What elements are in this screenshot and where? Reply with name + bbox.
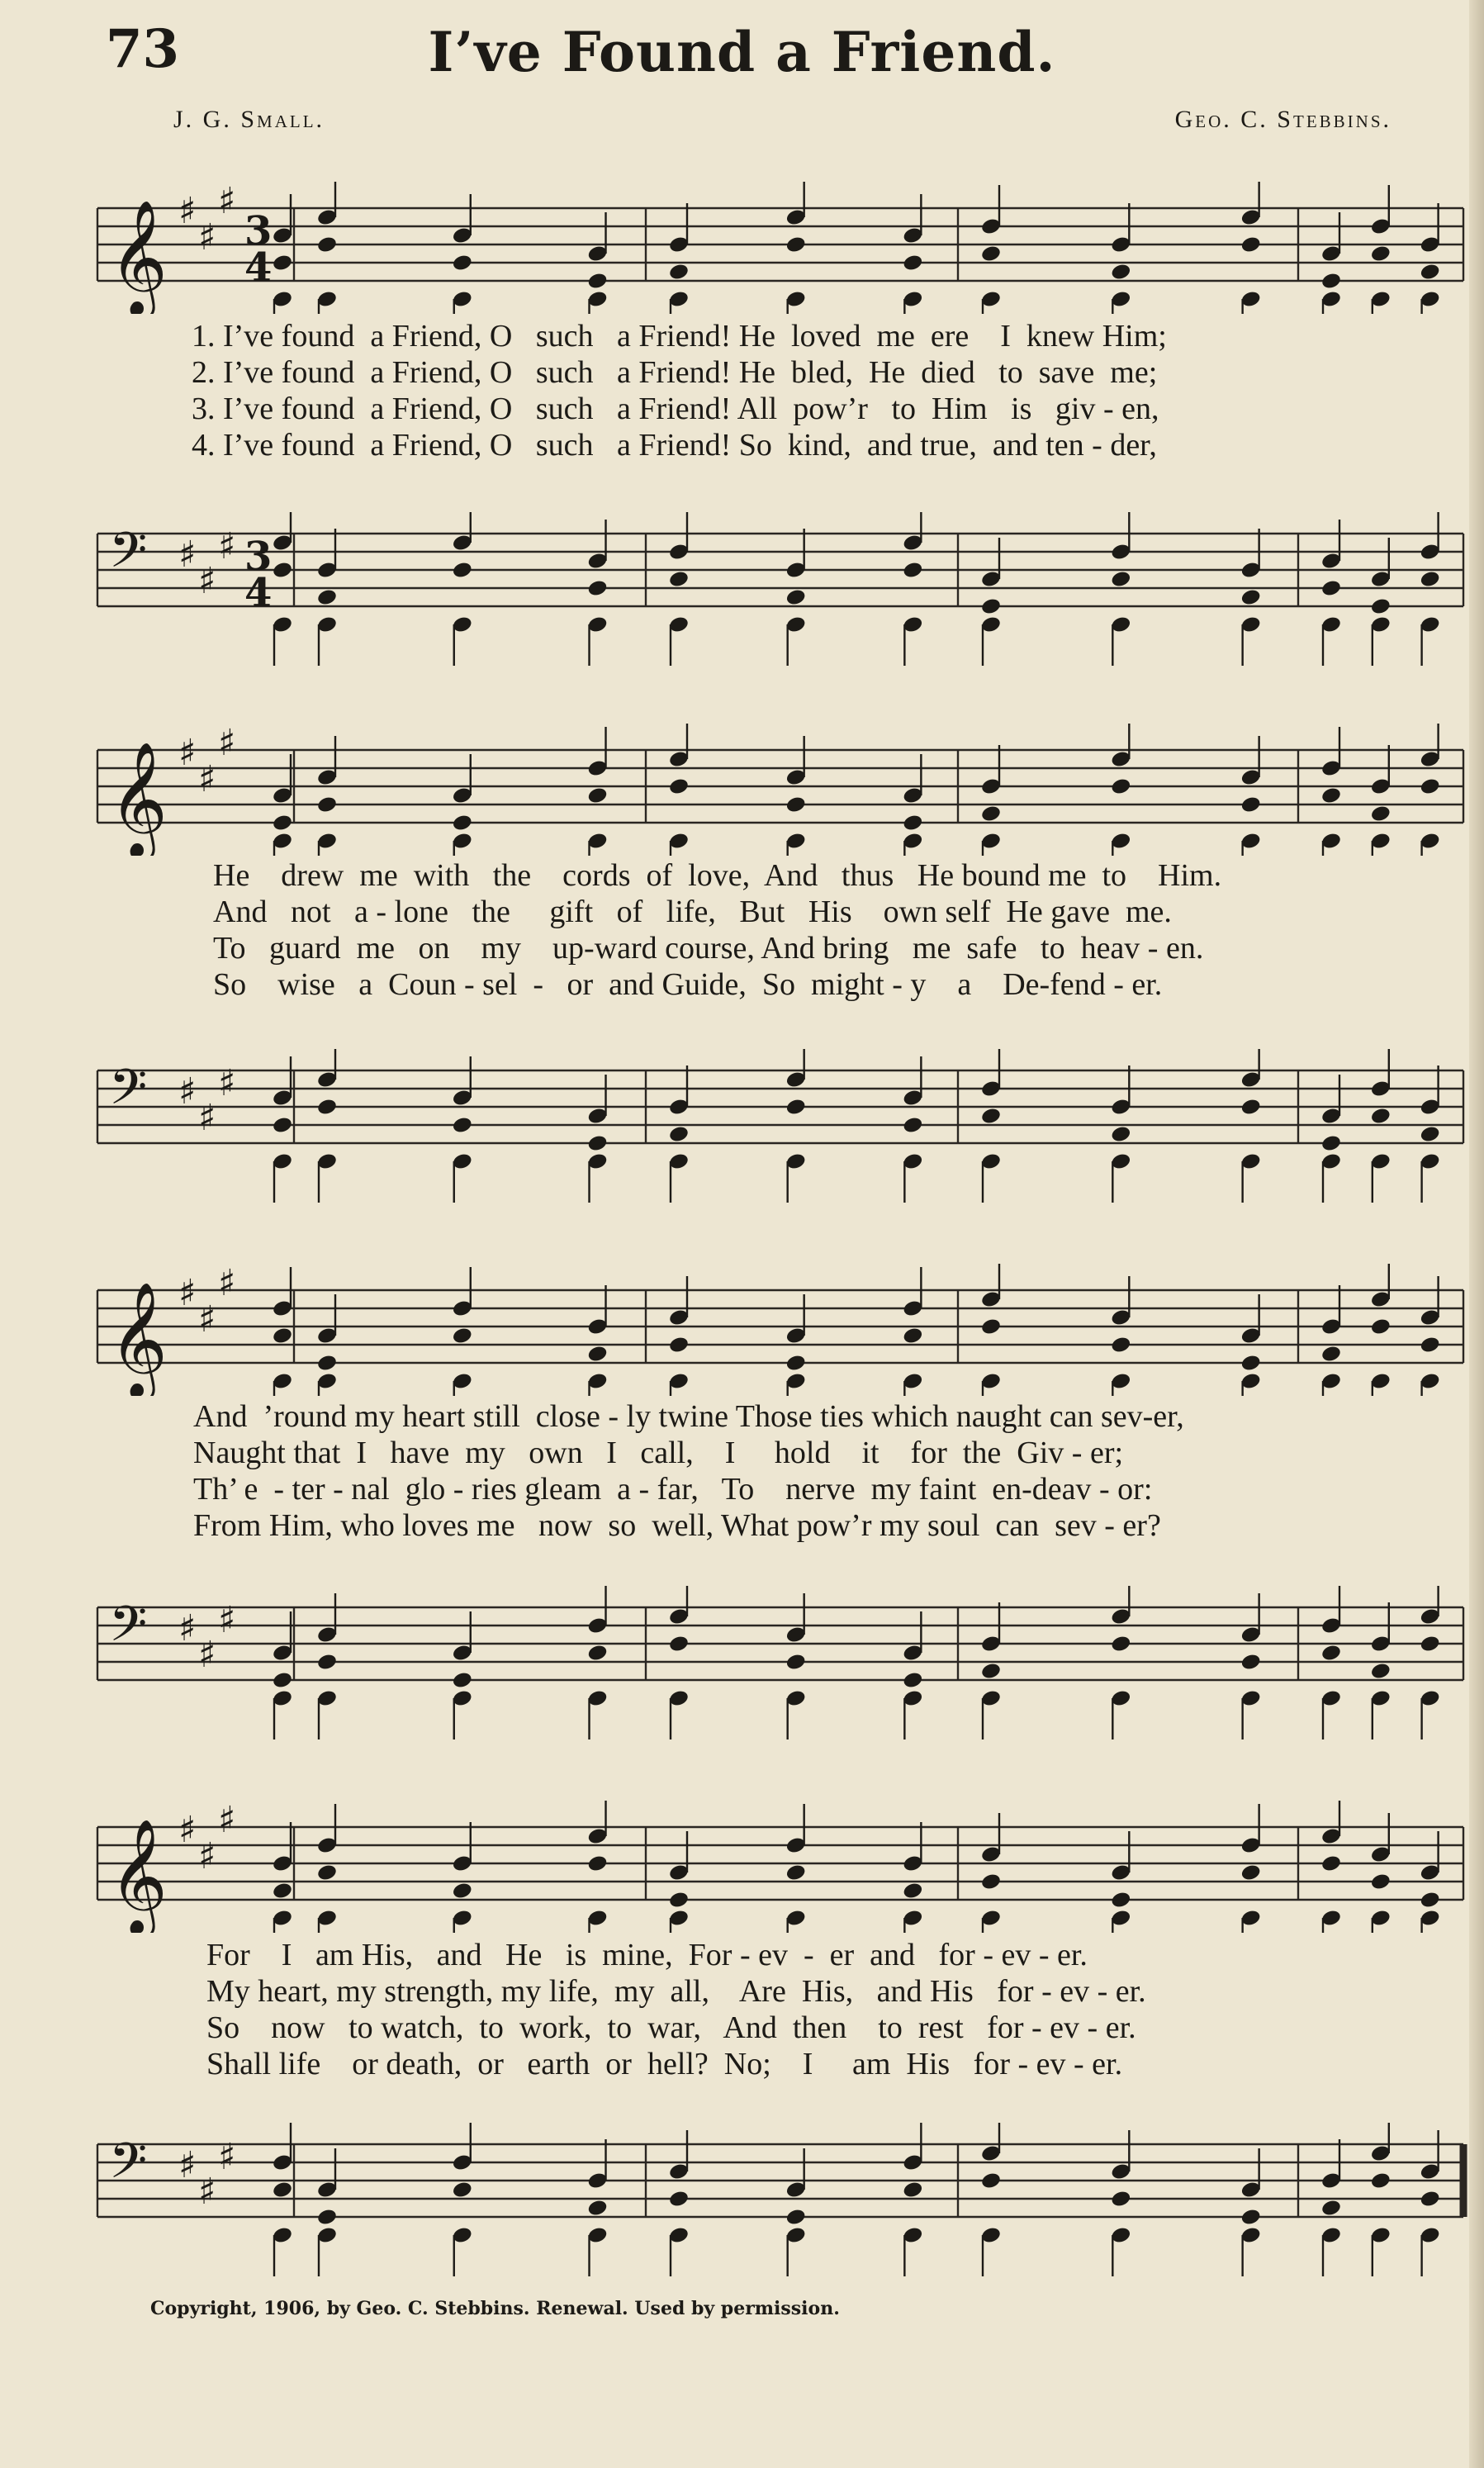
note-head bbox=[1320, 1134, 1342, 1153]
note-head bbox=[1370, 1662, 1392, 1681]
sharp-icon: ♯ bbox=[218, 1599, 236, 1641]
note-head bbox=[1240, 2208, 1262, 2227]
note-head bbox=[980, 244, 1002, 263]
note-head bbox=[316, 2208, 338, 2227]
note-head bbox=[316, 1098, 338, 1117]
note-head bbox=[902, 1882, 923, 1901]
note-head bbox=[785, 235, 807, 254]
note-head bbox=[668, 1125, 690, 1144]
sharp-icon: ♯ bbox=[218, 1062, 236, 1104]
note-head bbox=[980, 1872, 1002, 1891]
note-head bbox=[1110, 1336, 1131, 1355]
note-head bbox=[902, 1327, 923, 1346]
note-head bbox=[452, 1882, 473, 1901]
sharp-icon: ♯ bbox=[198, 216, 216, 259]
lyrics-system-1 bbox=[192, 318, 1167, 463]
note-head bbox=[668, 1891, 690, 1910]
note-head bbox=[452, 814, 473, 833]
note-head bbox=[1240, 235, 1262, 254]
note-head bbox=[1320, 579, 1342, 598]
note-head bbox=[668, 1336, 690, 1355]
note-head bbox=[785, 1098, 807, 1117]
time-signature-bottom: 4 bbox=[244, 570, 273, 616]
treble-clef-icon: 𝄞 bbox=[109, 1282, 168, 1396]
note-head bbox=[586, 1854, 608, 1873]
note-head bbox=[1320, 2199, 1342, 2218]
note-head bbox=[1320, 1644, 1342, 1663]
note-head bbox=[668, 263, 690, 282]
note-head bbox=[316, 235, 338, 254]
bass-staff-system-1 bbox=[0, 512, 1484, 669]
lyric-line: To guard me on my up-ward course, And bring me safe to heav - en. bbox=[213, 931, 1204, 966]
note-head bbox=[1420, 1336, 1441, 1355]
note-head bbox=[316, 795, 338, 814]
note-head bbox=[980, 2171, 1002, 2190]
treble-clef-icon: 𝄞 bbox=[109, 1819, 168, 1933]
lyric-line: And not a - lone the gift of life, But His own self He gave me. bbox=[213, 895, 1172, 929]
note-head bbox=[1370, 1872, 1392, 1891]
lyric-line: My heart, my strength, my life, my all, Are His, and His for - ev - er. bbox=[206, 1974, 1146, 2009]
note-head bbox=[785, 1653, 807, 1672]
note-head bbox=[1370, 2171, 1392, 2190]
note-head bbox=[272, 814, 293, 833]
lyric-line: And ’round my heart still close - ly twine Those ties which naught can sev-er, bbox=[193, 1399, 1184, 1434]
bass-staff-system-2 bbox=[0, 1049, 1484, 1206]
sharp-icon: ♯ bbox=[178, 1070, 197, 1113]
lyric-line: For I am His, and He is mine, For - ev - er and for - ev - er. bbox=[206, 1938, 1088, 1972]
sharp-icon: ♯ bbox=[178, 190, 197, 232]
lyric-line: So wise a Coun - sel - or and Guide, So might - y a De-fend - er. bbox=[213, 967, 1163, 1002]
note-head bbox=[1110, 263, 1131, 282]
note-head bbox=[586, 579, 608, 598]
note-head bbox=[785, 1863, 807, 1882]
sharp-icon: ♯ bbox=[178, 732, 197, 774]
time-signature-top: 3 bbox=[244, 208, 273, 254]
lyric-line: Shall life or death, or earth or hell? No; I am His for - ev - er. bbox=[206, 2047, 1123, 2081]
note-head bbox=[316, 588, 338, 607]
time-signature-top: 3 bbox=[244, 534, 273, 580]
note-head bbox=[1110, 2190, 1131, 2209]
note-head bbox=[1420, 570, 1441, 589]
note-head bbox=[1110, 570, 1131, 589]
note-head bbox=[272, 1116, 293, 1135]
sharp-icon: ♯ bbox=[218, 1801, 236, 1841]
lyric-line: 3. I’ve found a Friend, O such a Friend! All pow’r to Him is giv - en, bbox=[192, 392, 1159, 426]
author-credit: J. G. Small. bbox=[173, 106, 325, 133]
sharp-icon: ♯ bbox=[218, 724, 236, 764]
note-head bbox=[272, 1882, 293, 1901]
note-head bbox=[1320, 786, 1342, 805]
note-head bbox=[1240, 1098, 1262, 1117]
sharp-icon: ♯ bbox=[198, 1634, 216, 1676]
note-head bbox=[1240, 1354, 1262, 1373]
treble-staff-system-4 bbox=[0, 1801, 1484, 1933]
note-head bbox=[586, 1345, 608, 1364]
note-head bbox=[316, 1354, 338, 1373]
sharp-icon: ♯ bbox=[198, 1097, 216, 1139]
treble-staff-system-1 bbox=[0, 182, 1484, 314]
lyric-line: He drew me with the cords of love, And thus He bound me to Him. bbox=[213, 858, 1222, 893]
page-number: 73 bbox=[106, 18, 180, 80]
treble-staff-system-3 bbox=[0, 1264, 1484, 1396]
note-head bbox=[272, 561, 293, 580]
bass-clef-icon: 𝄢 bbox=[109, 521, 148, 591]
note-head bbox=[452, 1671, 473, 1690]
lyrics-system-2 bbox=[213, 857, 1221, 1003]
bass-staff-system-4 bbox=[0, 2123, 1484, 2280]
time-signature-bottom: 4 bbox=[244, 244, 273, 291]
note-head bbox=[316, 1653, 338, 1672]
lyric-line: 1. I’ve found a Friend, O such a Friend! He loved me ere I knew Him; bbox=[192, 319, 1167, 354]
lyric-line: Th’ e - ter - nal glo - ries gleam a - far, To nerve my faint en-deav - or: bbox=[193, 1472, 1153, 1507]
note-head bbox=[586, 1134, 608, 1153]
treble-clef-icon: 𝄞 bbox=[109, 200, 168, 314]
lyrics-system-4 bbox=[206, 1937, 1146, 2082]
treble-clef-icon: 𝄞 bbox=[109, 742, 168, 856]
note-head bbox=[272, 2181, 293, 2200]
note-head bbox=[1370, 597, 1392, 616]
note-head bbox=[902, 2181, 923, 2200]
note-head bbox=[586, 786, 608, 805]
lyric-line: 4. I’ve found a Friend, O such a Friend! So kind, and true, and ten - der, bbox=[192, 428, 1157, 463]
lyric-line: From Him, who loves me now so well, What pow’r my soul can sev - er? bbox=[193, 1508, 1161, 1543]
note-head bbox=[1370, 244, 1392, 263]
note-head bbox=[902, 561, 923, 580]
note-head bbox=[586, 2199, 608, 2218]
note-head bbox=[902, 1671, 923, 1690]
sharp-icon: ♯ bbox=[198, 758, 216, 800]
sharp-icon: ♯ bbox=[178, 2144, 197, 2186]
note-head bbox=[1110, 1891, 1131, 1910]
bass-staff-system-3 bbox=[0, 1586, 1484, 1743]
composer-credit: Geo. C. Stebbins. bbox=[1174, 106, 1392, 133]
note-head bbox=[1110, 1635, 1131, 1654]
hymn-title: I’ve Found a Friend. bbox=[428, 20, 1056, 84]
note-head bbox=[1420, 2190, 1441, 2209]
sharp-icon: ♯ bbox=[198, 560, 216, 602]
lyrics-system-3 bbox=[193, 1398, 1184, 1544]
note-head bbox=[980, 804, 1002, 823]
note-head bbox=[1320, 1345, 1342, 1364]
bass-clef-icon: 𝄢 bbox=[109, 2132, 148, 2201]
note-head bbox=[980, 597, 1002, 616]
bass-clef-icon: 𝄢 bbox=[109, 1058, 148, 1127]
note-head bbox=[272, 1327, 293, 1346]
note-head bbox=[668, 570, 690, 589]
note-head bbox=[452, 1327, 473, 1346]
note-head bbox=[1240, 588, 1262, 607]
note-head bbox=[452, 561, 473, 580]
note-head bbox=[586, 1644, 608, 1663]
sharp-icon: ♯ bbox=[178, 1809, 197, 1851]
note-head bbox=[1240, 1653, 1262, 1672]
note-head bbox=[785, 795, 807, 814]
note-head bbox=[668, 1635, 690, 1654]
note-head bbox=[1420, 1635, 1441, 1654]
bass-clef-icon: 𝄢 bbox=[109, 1595, 148, 1664]
note-head bbox=[980, 1107, 1002, 1126]
note-head bbox=[316, 1863, 338, 1882]
note-head bbox=[980, 1662, 1002, 1681]
note-head bbox=[668, 2190, 690, 2209]
sharp-icon: ♯ bbox=[218, 525, 236, 567]
note-head bbox=[1370, 1317, 1392, 1336]
note-head bbox=[1320, 1854, 1342, 1873]
note-head bbox=[902, 814, 923, 833]
note-head bbox=[1110, 777, 1131, 796]
note-head bbox=[980, 1317, 1002, 1336]
note-head bbox=[272, 1671, 293, 1690]
note-head bbox=[902, 254, 923, 273]
note-head bbox=[1420, 263, 1441, 282]
note-head bbox=[1370, 804, 1392, 823]
note-head bbox=[785, 1354, 807, 1373]
copyright-notice: Copyright, 1906, by Geo. C. Stebbins. Renewal. Used by permission. bbox=[150, 2298, 840, 2319]
note-head bbox=[586, 272, 608, 291]
note-head bbox=[1240, 1863, 1262, 1882]
note-head bbox=[452, 2181, 473, 2200]
note-head bbox=[785, 2208, 807, 2227]
sharp-icon: ♯ bbox=[218, 182, 236, 222]
lyric-line: 2. I’ve found a Friend, O such a Friend! He bled, He died to save me; bbox=[192, 355, 1158, 390]
note-head bbox=[272, 254, 293, 273]
note-head bbox=[452, 1116, 473, 1135]
note-head bbox=[452, 254, 473, 273]
note-head bbox=[1240, 795, 1262, 814]
note-head bbox=[1370, 1107, 1392, 1126]
lyric-line: So now to watch, to work, to war, And then to rest for - ev - er. bbox=[206, 2010, 1136, 2045]
note-head bbox=[668, 777, 690, 796]
treble-staff-system-2 bbox=[0, 724, 1484, 856]
note-head bbox=[1110, 1125, 1131, 1144]
sharp-icon: ♯ bbox=[198, 2171, 216, 2213]
sharp-icon: ♯ bbox=[178, 1272, 197, 1314]
note-head bbox=[785, 588, 807, 607]
sharp-icon: ♯ bbox=[198, 1298, 216, 1341]
note-head bbox=[902, 1116, 923, 1135]
sharp-icon: ♯ bbox=[218, 2136, 236, 2178]
sharp-icon: ♯ bbox=[218, 1264, 236, 1304]
note-head bbox=[1420, 1125, 1441, 1144]
page-edge-shadow bbox=[1469, 0, 1484, 2468]
lyric-line: Naught that I have my own I call, I hold it for the Giv - er; bbox=[193, 1436, 1124, 1470]
sharp-icon: ♯ bbox=[178, 1607, 197, 1649]
sharp-icon: ♯ bbox=[198, 1835, 216, 1877]
note-head bbox=[1420, 777, 1441, 796]
sharp-icon: ♯ bbox=[178, 534, 197, 576]
note-head bbox=[1320, 272, 1342, 291]
note-head bbox=[1420, 1891, 1441, 1910]
